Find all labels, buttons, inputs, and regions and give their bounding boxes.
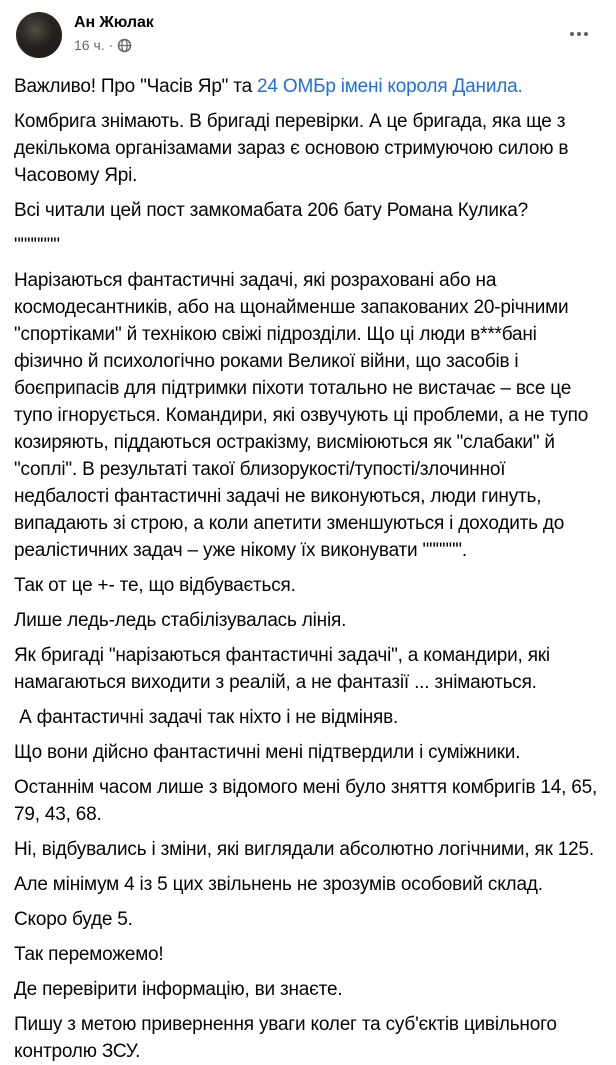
post-paragraph: Що вони дійсно фантастичні мені підтвердили і суміжники. xyxy=(14,742,521,763)
post-paragraph: Як бригаді "нарізаються фантастичні задачі", а командири, які намагаються виходити з реалій, а не фантазії ... знімаються. xyxy=(14,645,556,693)
post-paragraph: Всі читали цей пост замкомабата 206 бату Романа Кулика? xyxy=(14,200,529,221)
post-menu-button[interactable] xyxy=(564,26,594,42)
ellipsis-icon xyxy=(577,32,581,36)
post-paragraph: Так переможемо! xyxy=(14,944,164,965)
post-paragraph: Де перевірити інформацію, ви знаєте. xyxy=(14,979,343,1000)
post-paragraph: Скоро буде 5. xyxy=(14,909,133,930)
post-header xyxy=(14,10,602,58)
avatar[interactable] xyxy=(16,12,62,58)
post-paragraph: Останнім часом лише з відомого мені було зняття комбригів 14, 65, 79, 43, 68. xyxy=(14,777,603,825)
post-meta-line xyxy=(74,36,154,54)
post-paragraph: Лише ледь-ледь стабілізувалась лінія. xyxy=(14,610,347,631)
post-paragraph: """"""" xyxy=(14,235,60,256)
author-name[interactable]: Ан Жюлак xyxy=(74,14,154,31)
ellipsis-icon xyxy=(584,32,588,36)
post-paragraph: Комбрига знімають. В бригаді перевірки. А це бригада, яка ще з декількома організамами зараз є основою стримуючою силою в Часовому Ярі. xyxy=(14,111,574,186)
post-paragraph: Так от це +- те, що відбувається. xyxy=(14,575,296,596)
header-meta xyxy=(74,10,154,54)
timestamp[interactable]: 16 ч. xyxy=(74,37,105,53)
unit-link[interactable]: 24 ОМБр імені короля Данила. xyxy=(257,76,523,97)
post-paragraph: Але мінімум 4 із 5 цих звільнень не зрозумів особовий склад. xyxy=(14,874,543,895)
post-paragraph: Ні, відбувались і зміни, які виглядали абсолютно логічними, як 125. xyxy=(14,839,594,860)
post-paragraphs xyxy=(14,108,602,1065)
dot-separator: · xyxy=(108,37,114,53)
ellipsis-icon xyxy=(570,32,574,36)
post-intro-paragraph xyxy=(14,73,602,100)
intro-text: Важливо! Про "Часів Яр" та xyxy=(14,76,258,97)
post-paragraph: А фантастичні задачі так ніхто і не відміняв. xyxy=(14,707,399,728)
post-body xyxy=(14,73,602,1065)
post-paragraph: Нарізаються фантастичні задачі, які розраховані або на космодесантників, або на щонайменше запакованих 20-річними "спортіками" й технікою свіжі підрозділи. Що ці люди в***бані фізично й психологічно роками Великої війни, що засобів і боєприпасів для підтримки піхоти тотально не вистачає – все це тупо ігнорується. Командири, які озвучують ці проблеми, а не тупо козиряють, піддаються остракізму, висміюються як "слабаки" й "соплі". В результаті такої близорукості/тупості/злочинної недбалості фантастичні задачі не виконуються, люди гинуть, випадають зі строю, а коли апетити зменшуються і доходить до реалістичних задач – уже нікому їх виконувати """""". xyxy=(14,270,594,561)
globe-icon xyxy=(117,38,132,53)
post-paragraph: Пишу з метою привернення уваги колег та суб'єктів цивільного контролю ЗСУ. xyxy=(14,1014,562,1062)
